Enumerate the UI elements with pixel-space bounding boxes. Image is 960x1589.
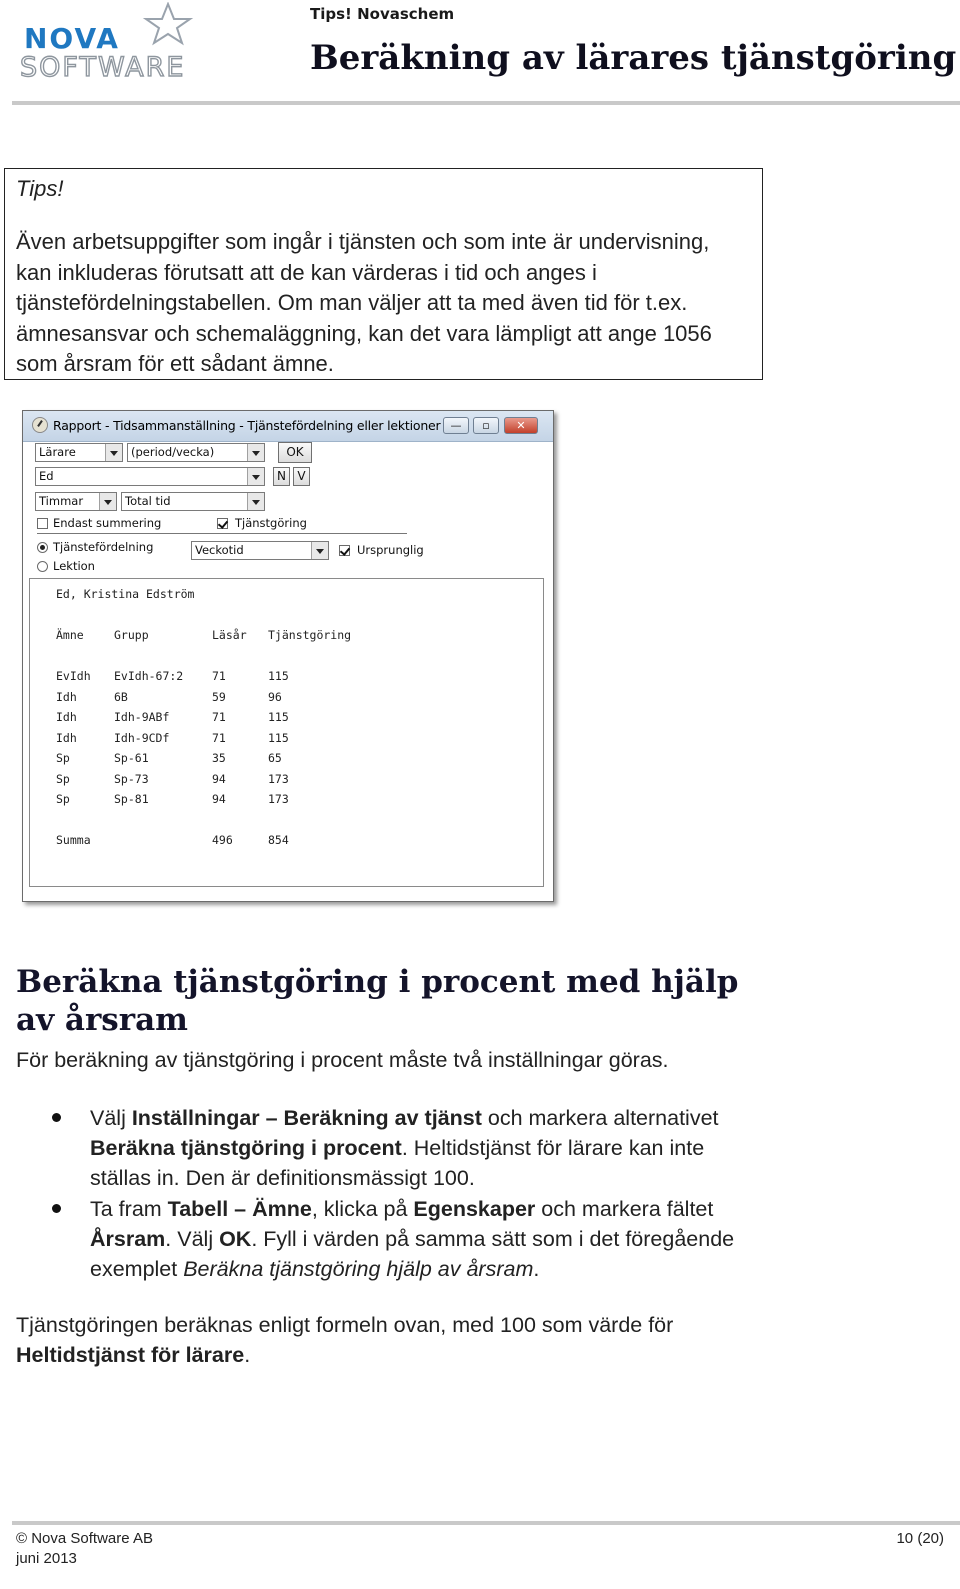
bullet-icon	[52, 1113, 61, 1122]
period-select[interactable]	[127, 443, 265, 462]
cell: Sp-61	[114, 751, 149, 765]
chevron-down-icon	[247, 493, 264, 510]
tjanstgoring-label: Tjänstgöring	[235, 516, 307, 530]
text: . Heltidstjänst för lärare kan inte ställas in. Den är definitionsmässigt 100.	[90, 1136, 705, 1190]
type-select-value: Lärare	[39, 445, 76, 459]
window-titlebar[interactable]	[23, 411, 553, 442]
sum-label: Summa	[56, 833, 91, 847]
endast-summering-checkbox[interactable]	[37, 518, 48, 529]
report-teacher: Ed, Kristina Edström	[56, 587, 195, 601]
option-name: Beräkna tjänstgöring i procent	[90, 1136, 402, 1160]
button-name: OK	[219, 1227, 252, 1251]
text: .	[533, 1257, 540, 1281]
close-button[interactable]: ✕	[504, 417, 538, 434]
cell: 71	[212, 710, 226, 724]
unit-select-value: Timmar	[39, 494, 84, 508]
clock-icon	[32, 417, 48, 433]
page-title: Beräkning av lärares tjänstgöring	[310, 38, 957, 78]
tip-line: kan inkluderas förutsatt att de kan värderas i tid och anges i	[16, 259, 597, 285]
ok-button[interactable]: OK	[278, 442, 312, 463]
cell: Sp-81	[114, 792, 149, 806]
unit-select[interactable]	[35, 492, 117, 511]
column-header-amne: Ämne	[56, 628, 84, 642]
text: , klicka på	[311, 1197, 414, 1221]
text: Tjänstgöringen beräknas enligt formeln ovan, med 100 som värde för	[16, 1313, 674, 1337]
tip-text	[16, 227, 756, 380]
cell: 59	[212, 689, 226, 704]
cell: 115	[268, 669, 289, 683]
chevron-down-icon	[99, 493, 116, 510]
panel-divider	[37, 533, 407, 535]
column-header-tjanstgoring: Tjänstgöring	[268, 628, 352, 642]
tjanstgoring-checkbox[interactable]	[217, 518, 228, 529]
svg-text:SOFTWARE: SOFTWARE	[20, 52, 186, 82]
type-select[interactable]	[35, 443, 123, 462]
cell: Idh	[56, 689, 77, 704]
chevron-down-icon	[311, 542, 328, 559]
text: och markera fältet	[535, 1197, 714, 1221]
section-intro: För beräkning av tjänstgöring i procent måste två inställningar göras.	[16, 1048, 669, 1072]
maximize-button[interactable]: ▫	[473, 417, 499, 434]
name-select-value: Ed	[39, 469, 54, 483]
text: Ta fram	[90, 1197, 168, 1221]
endast-summering-label: Endast summering	[53, 516, 162, 530]
text: Välj	[90, 1106, 132, 1130]
cell: Sp	[56, 771, 70, 786]
cell: 96	[268, 689, 282, 704]
cell: 115	[268, 710, 289, 724]
field-name: Årsram	[90, 1227, 166, 1251]
cell: Idh	[56, 730, 77, 745]
header-divider	[12, 101, 960, 105]
footer-date: juni 2013	[16, 1550, 77, 1567]
cell: 6B	[114, 689, 128, 704]
sum-lasar: 496	[212, 833, 233, 847]
cell: 35	[212, 751, 226, 765]
cell: EvIdh	[56, 669, 91, 683]
text: . Välj	[165, 1227, 220, 1251]
footer-divider	[12, 1521, 960, 1525]
cell: Sp	[56, 792, 70, 806]
menu-path: Tabell – Ämne	[167, 1197, 312, 1221]
ursprunglig-label: Ursprunglig	[357, 543, 424, 557]
cell: Sp-73	[114, 771, 149, 786]
cell: 65	[268, 751, 282, 765]
column-header-grupp: Grupp	[114, 628, 149, 642]
button-name: Egenskaper	[413, 1197, 536, 1221]
minimize-button[interactable]: —	[443, 417, 469, 434]
svg-text:NOVA: NOVA	[24, 22, 120, 55]
window-title: Rapport - Tidsammanställning - Tjänstefördelning eller lektioner	[53, 418, 441, 433]
cell: 173	[268, 771, 289, 786]
ursprunglig-checkbox[interactable]	[339, 545, 350, 556]
sum-tjanstgoring: 854	[268, 833, 289, 847]
veckotid-select[interactable]	[191, 541, 329, 560]
tip-line: som årsram för ett sådant ämne.	[16, 351, 334, 376]
closing-paragraph	[16, 1310, 776, 1370]
tip-line: Även arbetsuppgifter som ingår i tjänsten och som inte är undervisning,	[16, 229, 710, 254]
report-rows	[56, 669, 456, 819]
name-select[interactable]	[35, 467, 265, 486]
text: .	[244, 1343, 251, 1367]
cell: 94	[212, 792, 226, 806]
chevron-down-icon	[105, 444, 122, 461]
total-select[interactable]	[121, 492, 265, 511]
example-reference: Beräkna tjänstgöring hjälp av årsram	[183, 1257, 534, 1281]
chevron-down-icon	[247, 468, 264, 485]
cell: 115	[268, 730, 289, 745]
tip-label: Tips!	[16, 176, 64, 201]
v-button[interactable]: V	[293, 467, 310, 486]
report-output	[29, 578, 544, 887]
report-window	[22, 410, 554, 902]
section-heading: Beräkna tjänstgöring i procent med hjälp av årsram	[16, 964, 739, 1038]
n-button[interactable]: N	[273, 467, 290, 486]
cell: 173	[268, 792, 289, 806]
cell: 71	[212, 730, 226, 745]
total-select-value: Total tid	[125, 494, 171, 508]
lektion-radio[interactable]	[37, 561, 48, 572]
setting-name: Heltidstjänst för lärare	[16, 1343, 245, 1367]
cell: Idh-9CDf	[114, 730, 170, 745]
menu-path: Inställningar – Beräkning av tjänst	[131, 1106, 482, 1130]
lektion-label: Lektion	[53, 559, 95, 573]
header-section-label: Tips! Novaschem	[310, 5, 455, 23]
list-item	[90, 1194, 770, 1284]
tip-line: ämnesansvar och schemaläggning, kan det vara lämpligt att ange 1056	[16, 320, 712, 346]
footer-company: © Nova Software AB	[16, 1530, 153, 1547]
text: och markera alternativet	[481, 1106, 719, 1130]
list-item	[90, 1103, 770, 1193]
veckotid-select-value: Veckotid	[195, 543, 244, 557]
column-header-lasar: Läsår	[212, 628, 247, 642]
cell: EvIdh-67:2	[114, 669, 184, 683]
cell: 94	[212, 771, 226, 786]
tip-line: tjänstefördelningstabellen. Om man väljer att ta med även tid för t.ex.	[16, 290, 688, 315]
cell: 71	[212, 669, 226, 683]
cell: Idh-9ABf	[114, 710, 170, 724]
bullet-icon	[52, 1204, 61, 1213]
cell: Idh	[56, 710, 77, 724]
nova-software-logo	[18, 2, 208, 82]
chevron-down-icon	[247, 444, 264, 461]
tjanstefordelning-label: Tjänstefördelning	[53, 540, 154, 554]
text: . Fyll i värden på samma sätt som i det föregående exemplet	[90, 1227, 735, 1281]
footer-page-number: 10 (20)	[896, 1530, 944, 1547]
cell: Sp	[56, 751, 70, 765]
period-select-value: (period/vecka)	[131, 445, 215, 459]
tjanstefordelning-radio[interactable]	[37, 542, 48, 553]
